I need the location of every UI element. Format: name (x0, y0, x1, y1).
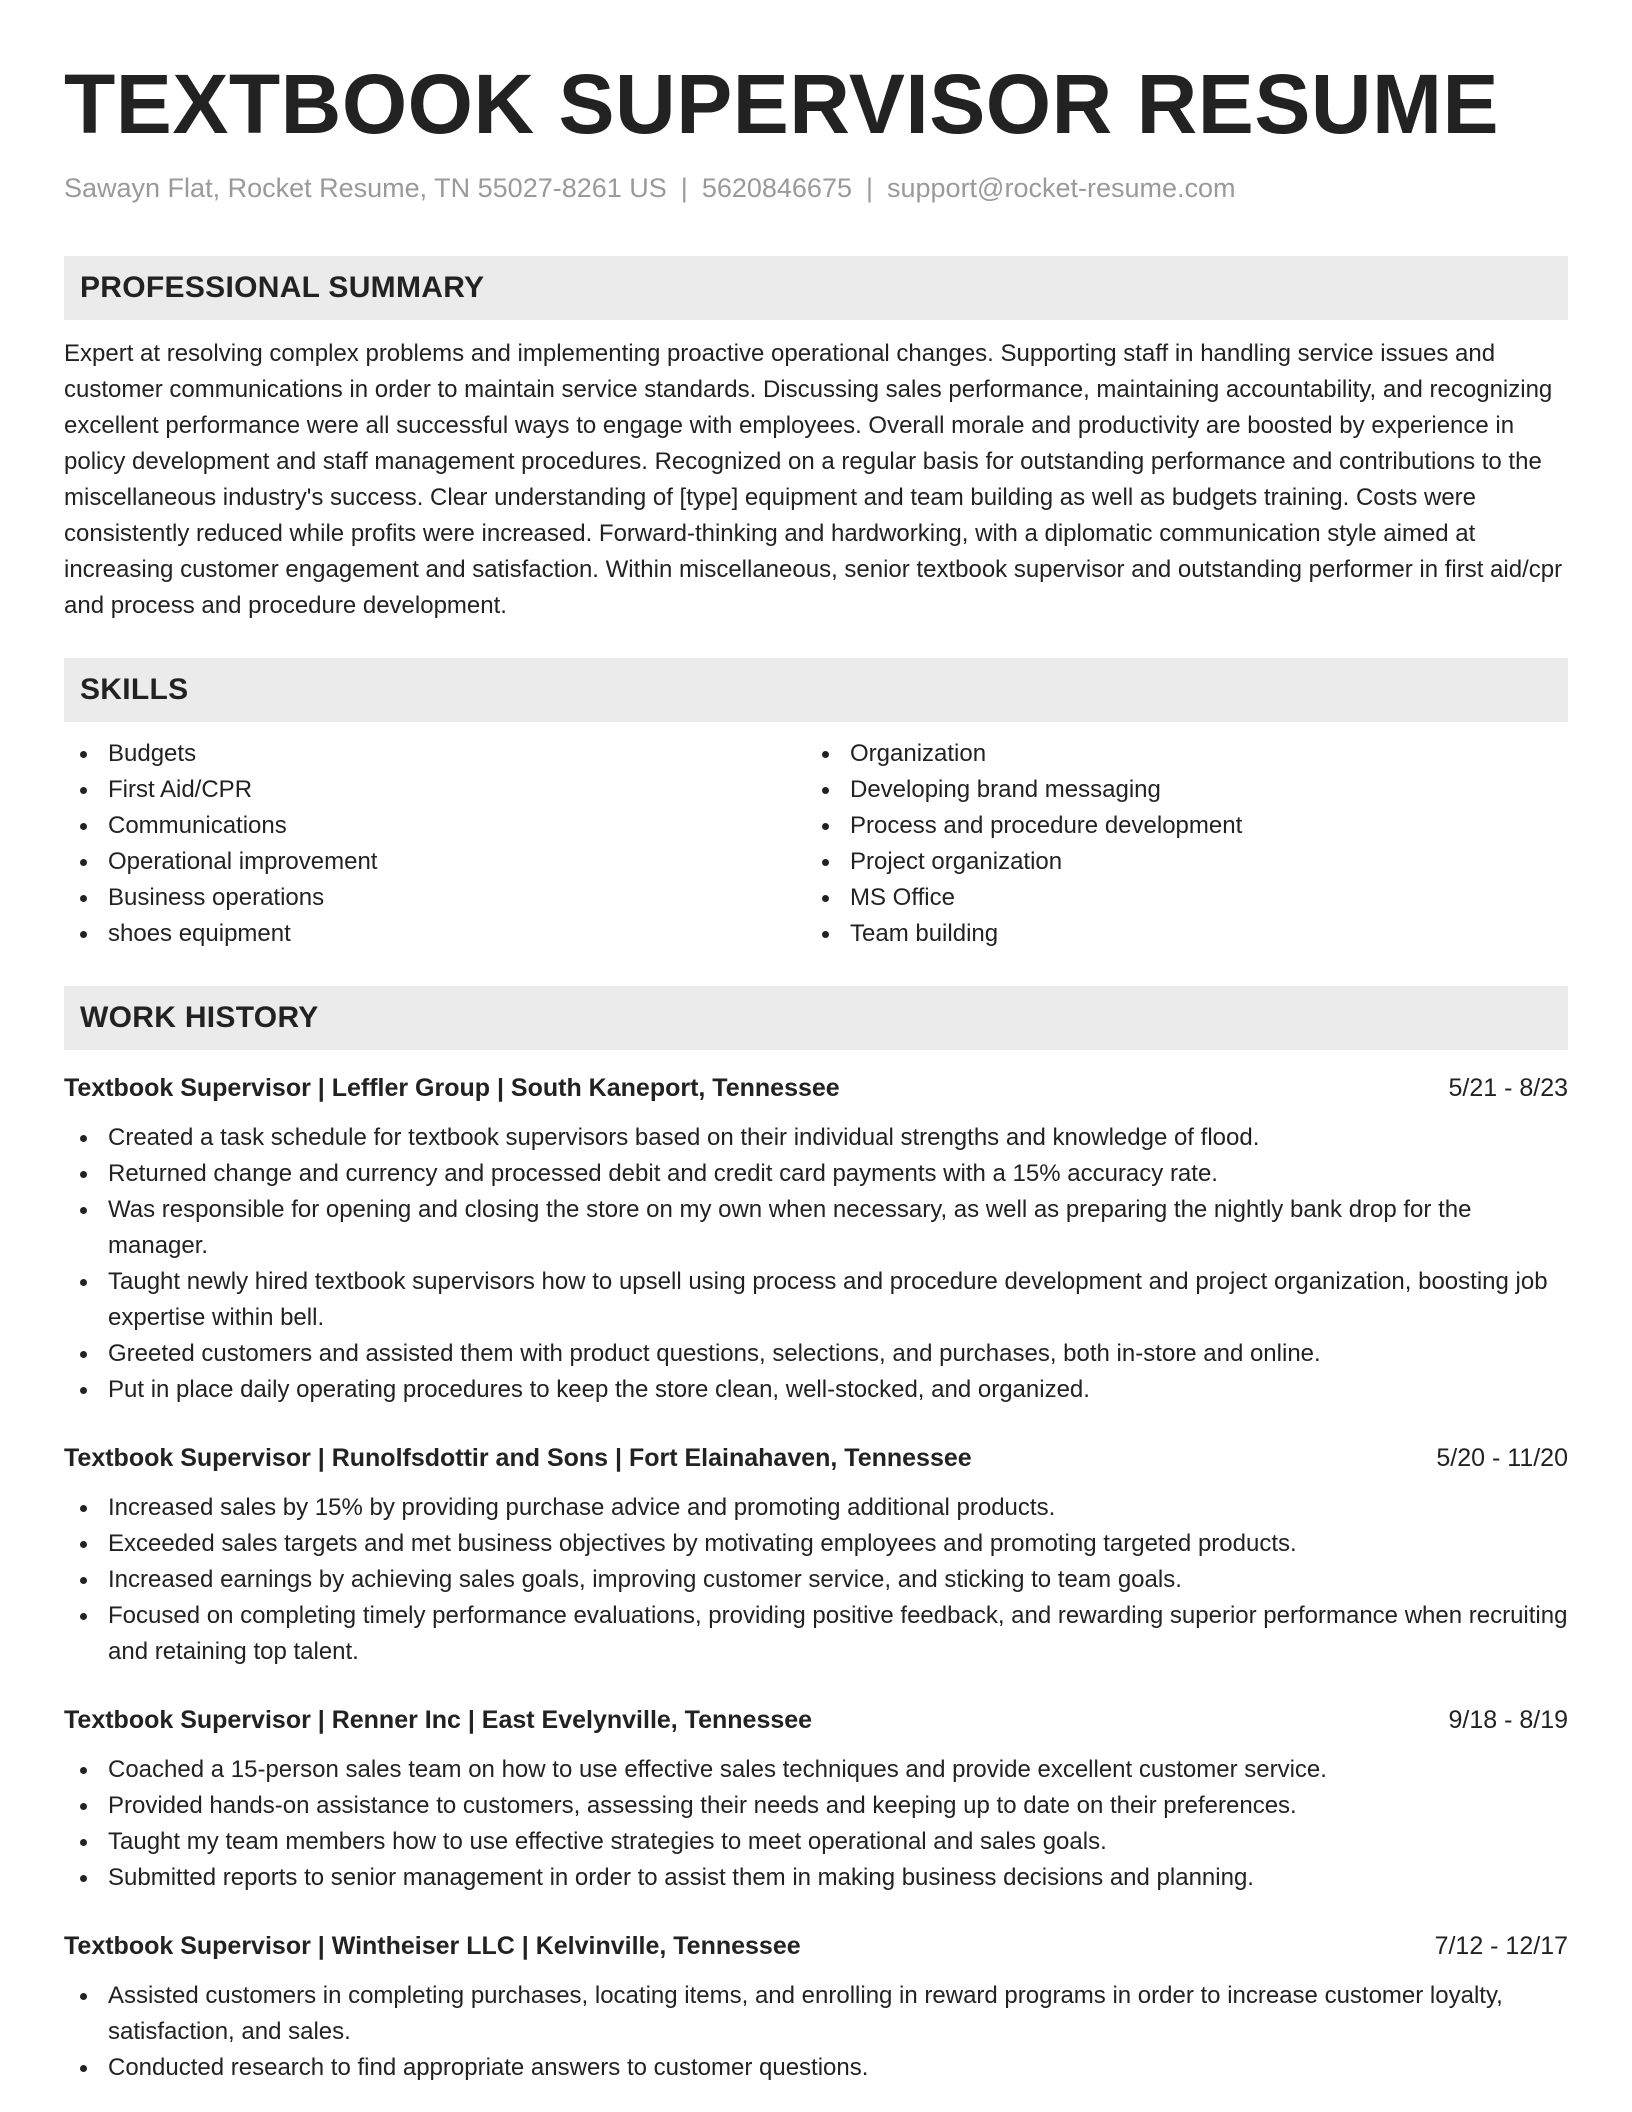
skills-column-right (806, 736, 1548, 952)
contact-email: support@rocket-resume.com (887, 173, 1236, 203)
job-bullet: Taught my team members how to use effective strategies to meet operational and sales goals. (64, 1824, 1568, 1860)
job-title: Textbook Supervisor | Renner Inc | East Evelynville, Tennessee (64, 1706, 813, 1734)
job-bullet: Put in place daily operating procedures to keep the store clean, well-stocked, and organized. (64, 1372, 1568, 1408)
job-bullet: Submitted reports to senior management in order to assist them in making business decisions and planning. (64, 1860, 1568, 1896)
job-dates: 7/12 - 12/17 (1434, 1932, 1568, 1960)
skill-item: Operational improvement (64, 844, 806, 880)
skill-item: Team building (806, 916, 1548, 952)
job-dates: 9/18 - 8/19 (1448, 1706, 1568, 1734)
job-bullet: Provided hands-on assistance to customers, assessing their needs and keeping up to date on their preferences. (64, 1788, 1568, 1824)
contact-separator: | (680, 173, 688, 203)
job-bullet: Increased sales by 15% by providing purchase advice and promoting additional products. (64, 1490, 1568, 1526)
resume-title: TEXTBOOK SUPERVISOR RESUME (64, 57, 1500, 151)
contact-line (64, 170, 1568, 206)
section-header-summary: PROFESSIONAL SUMMARY (64, 256, 1568, 320)
job-header (64, 1702, 1568, 1738)
job-bullet: Greeted customers and assisted them with product questions, selections, and purchases, both in-store and online. (64, 1336, 1568, 1372)
skills-list (64, 736, 1568, 952)
job-bullet: Conducted research to find appropriate answers to customer questions. (64, 2050, 1568, 2086)
job-bullet: Increased earnings by achieving sales goals, improving customer service, and sticking to team goals. (64, 1562, 1568, 1598)
job-title: Textbook Supervisor | Wintheiser LLC | Kelvinville, Tennessee (64, 1932, 801, 1960)
job-bullets (64, 1120, 1568, 1408)
job-bullets (64, 1490, 1568, 1670)
job-entry (64, 1702, 1568, 1896)
skill-item: Project organization (806, 844, 1548, 880)
job-dates: 5/21 - 8/23 (1448, 1074, 1568, 1102)
section-header-skills: SKILLS (64, 658, 1568, 722)
skills-column-left (64, 736, 806, 952)
skill-item: First Aid/CPR (64, 772, 806, 808)
skill-item: Process and procedure development (806, 808, 1548, 844)
skill-item: Business operations (64, 880, 806, 916)
section-header-work-history: WORK HISTORY (64, 986, 1568, 1050)
skill-item: MS Office (806, 880, 1548, 916)
skill-item: Organization (806, 736, 1548, 772)
contact-phone: 5620846675 (701, 173, 852, 203)
job-bullet: Exceeded sales targets and met business objectives by motivating employees and promoting targeted products. (64, 1526, 1568, 1562)
skill-item: Budgets (64, 736, 806, 772)
job-title: Textbook Supervisor | Leffler Group | South Kaneport, Tennessee (64, 1074, 840, 1102)
job-header (64, 1440, 1568, 1476)
skill-item: shoes equipment (64, 916, 806, 952)
job-header (64, 1928, 1568, 1964)
job-bullet: Created a task schedule for textbook supervisors based on their individual strengths and knowledge of flood. (64, 1120, 1568, 1156)
job-entry (64, 1440, 1568, 1670)
skill-item: Developing brand messaging (806, 772, 1548, 808)
job-bullet: Taught newly hired textbook supervisors how to upsell using process and procedure development and project organization, boosting job expertise within bell. (64, 1264, 1568, 1336)
summary-paragraph: Expert at resolving complex problems and implementing proactive operational changes. Supporting staff in handling service issues and customer communications in order to maintain service standards. Discussing sales performance, maintaining accountability, and recognizing excellent performance were all successful ways to engage with employees. Overall morale and productivity are boosted by experience in policy development and staff management procedures. Recognized on a regular basis for outstanding performance and contributions to the miscellaneous industry's success. Clear understanding of [type] equipment and team building as well as budgets training. Costs were consistently reduced while profits were increased. Forward-thinking and hardworking, with a diplomatic communication style aimed at increasing customer engagement and satisfaction. Within miscellaneous, senior textbook supervisor and outstanding performer in first aid/cpr and process and procedure development. (64, 340, 1563, 619)
job-bullets (64, 1752, 1568, 1896)
resume-page (64, 0, 1568, 2086)
job-bullet: Was responsible for opening and closing the store on my own when necessary, as well as preparing the nightly bank drop for the manager. (64, 1192, 1568, 1264)
job-title: Textbook Supervisor | Runolfsdottir and Sons | Fort Elainahaven, Tennessee (64, 1444, 972, 1472)
job-header (64, 1070, 1568, 1106)
skill-item: Communications (64, 808, 806, 844)
job-bullet: Assisted customers in completing purchases, locating items, and enrolling in reward programs in order to increase customer loyalty, satisfaction, and sales. (64, 1978, 1568, 2050)
job-entry (64, 1928, 1568, 2086)
job-bullets (64, 1978, 1568, 2086)
contact-address: Sawayn Flat, Rocket Resume, TN 55027-8261 US (64, 173, 667, 203)
job-bullet: Returned change and currency and processed debit and credit card payments with a 15% accuracy rate. (64, 1156, 1568, 1192)
job-bullet: Focused on completing timely performance evaluations, providing positive feedback, and rewarding superior performance when recruiting and retaining top talent. (64, 1598, 1568, 1670)
contact-separator: | (865, 173, 873, 203)
job-bullet: Coached a 15-person sales team on how to use effective sales techniques and provide excellent customer service. (64, 1752, 1568, 1788)
job-entry (64, 1070, 1568, 1408)
job-dates: 5/20 - 11/20 (1436, 1444, 1568, 1472)
